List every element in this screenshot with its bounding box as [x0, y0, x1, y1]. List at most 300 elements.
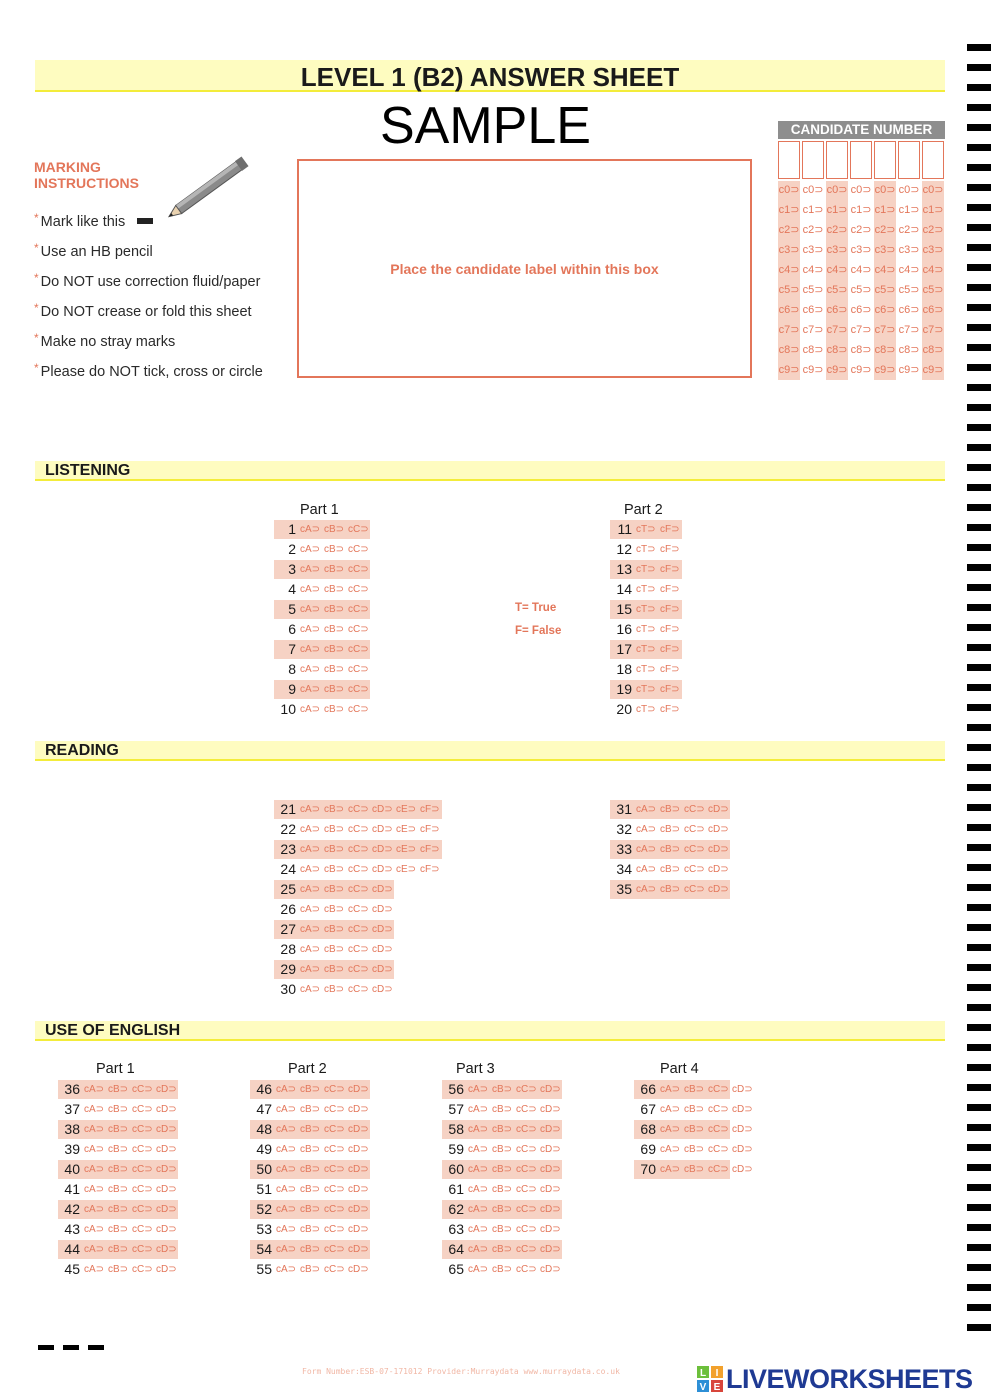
answer-bubble[interactable]: cB⊃ [324, 964, 345, 975]
candidate-digit-bubble[interactable]: c4⊃ [802, 264, 824, 276]
answer-bubble[interactable]: cB⊃ [492, 1224, 513, 1235]
answer-bubble[interactable]: cT⊃ [636, 684, 656, 695]
candidate-digit-bubble[interactable]: c1⊃ [898, 204, 920, 216]
answer-bubble[interactable]: cA⊃ [300, 864, 321, 875]
answer-bubble[interactable]: cD⊃ [732, 1164, 753, 1175]
answer-bubble[interactable]: cC⊃ [324, 1264, 345, 1275]
answer-bubble[interactable]: cC⊃ [348, 924, 369, 935]
answer-bubble[interactable]: cC⊃ [684, 864, 705, 875]
answer-bubble[interactable]: cC⊃ [516, 1204, 537, 1215]
answer-bubble[interactable]: cA⊃ [660, 1164, 681, 1175]
answer-bubble[interactable]: cB⊃ [108, 1164, 129, 1175]
answer-bubble[interactable]: cF⊃ [660, 684, 680, 695]
answer-bubble[interactable]: cF⊃ [660, 624, 680, 635]
answer-bubble[interactable]: cC⊃ [324, 1164, 345, 1175]
answer-bubble[interactable]: cC⊃ [348, 864, 369, 875]
answer-bubble[interactable]: cF⊃ [660, 584, 680, 595]
answer-bubble[interactable]: cB⊃ [492, 1244, 513, 1255]
candidate-digit-bubble[interactable]: c1⊃ [874, 204, 896, 216]
answer-bubble[interactable]: cA⊃ [84, 1204, 105, 1215]
answer-bubble[interactable]: cB⊃ [300, 1104, 321, 1115]
answer-bubble[interactable]: cA⊃ [300, 884, 321, 895]
answer-bubble[interactable]: cD⊃ [156, 1164, 177, 1175]
candidate-digit-bubble[interactable]: c1⊃ [778, 204, 800, 216]
answer-bubble[interactable]: cD⊃ [348, 1244, 369, 1255]
answer-bubble[interactable]: cD⊃ [540, 1244, 561, 1255]
answer-bubble[interactable]: cA⊃ [276, 1104, 297, 1115]
candidate-digit-bubble[interactable]: c2⊃ [850, 224, 872, 236]
answer-bubble[interactable]: cF⊃ [420, 804, 440, 815]
answer-bubble[interactable]: cD⊃ [540, 1084, 561, 1095]
answer-bubble[interactable]: cB⊃ [300, 1264, 321, 1275]
candidate-digit-bubble[interactable]: c5⊃ [826, 284, 848, 296]
answer-bubble[interactable]: cB⊃ [324, 624, 345, 635]
candidate-digit-bubble[interactable]: c0⊃ [850, 184, 872, 196]
answer-bubble[interactable]: cB⊃ [324, 924, 345, 935]
answer-bubble[interactable]: cA⊃ [300, 664, 321, 675]
answer-bubble[interactable]: cC⊃ [132, 1164, 153, 1175]
answer-bubble[interactable]: cD⊃ [372, 804, 393, 815]
answer-bubble[interactable]: cD⊃ [372, 844, 393, 855]
candidate-digit-bubble[interactable]: c5⊃ [922, 284, 944, 296]
answer-bubble[interactable]: cA⊃ [660, 1104, 681, 1115]
candidate-digit-bubble[interactable]: c3⊃ [874, 244, 896, 256]
answer-bubble[interactable]: cD⊃ [732, 1124, 753, 1135]
answer-bubble[interactable]: cD⊃ [732, 1144, 753, 1155]
answer-bubble[interactable]: cC⊃ [516, 1264, 537, 1275]
answer-bubble[interactable]: cC⊃ [516, 1244, 537, 1255]
answer-bubble[interactable]: cE⊃ [396, 864, 417, 875]
answer-bubble[interactable]: cD⊃ [348, 1184, 369, 1195]
answer-bubble[interactable]: cC⊃ [516, 1104, 537, 1115]
answer-bubble[interactable]: cB⊃ [108, 1184, 129, 1195]
candidate-digit-bubble[interactable]: c1⊃ [826, 204, 848, 216]
candidate-digit-bubble[interactable]: c4⊃ [850, 264, 872, 276]
answer-bubble[interactable]: cB⊃ [300, 1084, 321, 1095]
answer-bubble[interactable]: cC⊃ [348, 684, 369, 695]
answer-bubble[interactable]: cC⊃ [324, 1184, 345, 1195]
candidate-digit-bubble[interactable]: c3⊃ [898, 244, 920, 256]
candidate-digit-bubble[interactable]: c5⊃ [802, 284, 824, 296]
answer-bubble[interactable]: cA⊃ [84, 1084, 105, 1095]
answer-bubble[interactable]: cC⊃ [132, 1224, 153, 1235]
answer-bubble[interactable]: cD⊃ [372, 984, 393, 995]
answer-bubble[interactable]: cC⊃ [132, 1184, 153, 1195]
answer-bubble[interactable]: cD⊃ [540, 1144, 561, 1155]
answer-bubble[interactable]: cF⊃ [420, 844, 440, 855]
answer-bubble[interactable]: cC⊃ [684, 844, 705, 855]
answer-bubble[interactable]: cC⊃ [324, 1124, 345, 1135]
answer-bubble[interactable]: cB⊃ [300, 1144, 321, 1155]
answer-bubble[interactable]: cA⊃ [84, 1264, 105, 1275]
answer-bubble[interactable]: cD⊃ [156, 1144, 177, 1155]
answer-bubble[interactable]: cB⊃ [300, 1244, 321, 1255]
answer-bubble[interactable]: cA⊃ [468, 1124, 489, 1135]
candidate-digit-bubble[interactable]: c2⊃ [922, 224, 944, 236]
answer-bubble[interactable]: cA⊃ [300, 644, 321, 655]
candidate-digit-bubble[interactable]: c7⊃ [898, 324, 920, 336]
candidate-digit-bubble[interactable]: c2⊃ [802, 224, 824, 236]
candidate-digit-bubble[interactable]: c1⊃ [802, 204, 824, 216]
answer-bubble[interactable]: cA⊃ [468, 1144, 489, 1155]
answer-bubble[interactable]: cA⊃ [468, 1264, 489, 1275]
answer-bubble[interactable]: cC⊃ [348, 664, 369, 675]
candidate-digit-bubble[interactable]: c7⊃ [802, 324, 824, 336]
candidate-digit-bubble[interactable]: c9⊃ [802, 364, 824, 376]
answer-bubble[interactable]: cA⊃ [636, 844, 657, 855]
answer-bubble[interactable]: cA⊃ [84, 1144, 105, 1155]
answer-bubble[interactable]: cD⊃ [708, 804, 729, 815]
answer-bubble[interactable]: cB⊃ [324, 944, 345, 955]
answer-bubble[interactable]: cA⊃ [300, 524, 321, 535]
answer-bubble[interactable]: cB⊃ [324, 564, 345, 575]
answer-bubble[interactable]: cC⊃ [132, 1084, 153, 1095]
answer-bubble[interactable]: cT⊃ [636, 624, 656, 635]
candidate-digit-bubble[interactable]: c3⊃ [826, 244, 848, 256]
answer-bubble[interactable]: cB⊃ [324, 644, 345, 655]
candidate-digit-bubble[interactable]: c8⊃ [850, 344, 872, 356]
answer-bubble[interactable]: cC⊃ [348, 904, 369, 915]
answer-bubble[interactable]: cF⊃ [660, 704, 680, 715]
candidate-digit-bubble[interactable]: c6⊃ [778, 304, 800, 316]
answer-bubble[interactable]: cB⊃ [108, 1264, 129, 1275]
candidate-digit-bubble[interactable]: c4⊃ [778, 264, 800, 276]
answer-bubble[interactable]: cC⊃ [348, 544, 369, 555]
answer-bubble[interactable]: cB⊃ [324, 804, 345, 815]
answer-bubble[interactable]: cB⊃ [684, 1144, 705, 1155]
candidate-digit-bubble[interactable]: c3⊃ [802, 244, 824, 256]
answer-bubble[interactable]: cD⊃ [156, 1104, 177, 1115]
candidate-digit-box[interactable] [850, 141, 872, 179]
candidate-digit-bubble[interactable]: c2⊃ [874, 224, 896, 236]
candidate-digit-bubble[interactable]: c4⊃ [898, 264, 920, 276]
answer-bubble[interactable]: cC⊃ [516, 1184, 537, 1195]
answer-bubble[interactable]: cA⊃ [300, 964, 321, 975]
answer-bubble[interactable]: cB⊃ [108, 1144, 129, 1155]
answer-bubble[interactable]: cA⊃ [300, 844, 321, 855]
answer-bubble[interactable]: cC⊃ [516, 1224, 537, 1235]
candidate-digit-bubble[interactable]: c8⊃ [802, 344, 824, 356]
answer-bubble[interactable]: cC⊃ [684, 804, 705, 815]
candidate-digit-bubble[interactable]: c2⊃ [898, 224, 920, 236]
answer-bubble[interactable]: cD⊃ [348, 1224, 369, 1235]
candidate-digit-box[interactable] [874, 141, 896, 179]
answer-bubble[interactable]: cC⊃ [132, 1264, 153, 1275]
candidate-digit-bubble[interactable]: c9⊃ [922, 364, 944, 376]
answer-bubble[interactable]: cT⊃ [636, 564, 656, 575]
answer-bubble[interactable]: cB⊃ [324, 864, 345, 875]
candidate-digit-bubble[interactable]: c6⊃ [826, 304, 848, 316]
candidate-digit-bubble[interactable]: c6⊃ [874, 304, 896, 316]
answer-bubble[interactable]: cC⊃ [708, 1084, 729, 1095]
candidate-digit-bubble[interactable]: c7⊃ [922, 324, 944, 336]
answer-bubble[interactable]: cC⊃ [324, 1144, 345, 1155]
answer-bubble[interactable]: cA⊃ [300, 704, 321, 715]
candidate-digit-bubble[interactable]: c6⊃ [802, 304, 824, 316]
candidate-digit-bubble[interactable]: c0⊃ [802, 184, 824, 196]
answer-bubble[interactable]: cC⊃ [708, 1124, 729, 1135]
answer-bubble[interactable]: cB⊃ [300, 1204, 321, 1215]
answer-bubble[interactable]: cA⊃ [84, 1224, 105, 1235]
answer-bubble[interactable]: cE⊃ [396, 824, 417, 835]
candidate-digit-bubble[interactable]: c9⊃ [850, 364, 872, 376]
answer-bubble[interactable]: cD⊃ [540, 1264, 561, 1275]
answer-bubble[interactable]: cC⊃ [348, 584, 369, 595]
candidate-digit-bubble[interactable]: c6⊃ [850, 304, 872, 316]
answer-bubble[interactable]: cD⊃ [348, 1144, 369, 1155]
answer-bubble[interactable]: cD⊃ [708, 884, 729, 895]
answer-bubble[interactable]: cA⊃ [300, 564, 321, 575]
answer-bubble[interactable]: cT⊃ [636, 524, 656, 535]
answer-bubble[interactable]: cB⊃ [108, 1084, 129, 1095]
answer-bubble[interactable]: cA⊃ [660, 1124, 681, 1135]
answer-bubble[interactable]: cE⊃ [396, 844, 417, 855]
answer-bubble[interactable]: cC⊃ [348, 964, 369, 975]
answer-bubble[interactable]: cA⊃ [84, 1124, 105, 1135]
answer-bubble[interactable]: cB⊃ [324, 984, 345, 995]
answer-bubble[interactable]: cB⊃ [492, 1164, 513, 1175]
answer-bubble[interactable]: cA⊃ [300, 624, 321, 635]
answer-bubble[interactable]: cC⊃ [132, 1104, 153, 1115]
answer-bubble[interactable]: cD⊃ [372, 864, 393, 875]
candidate-digit-bubble[interactable]: c0⊃ [874, 184, 896, 196]
answer-bubble[interactable]: cA⊃ [468, 1084, 489, 1095]
answer-bubble[interactable]: cE⊃ [396, 804, 417, 815]
answer-bubble[interactable]: cB⊃ [492, 1084, 513, 1095]
answer-bubble[interactable]: cA⊃ [300, 604, 321, 615]
answer-bubble[interactable]: cA⊃ [300, 924, 321, 935]
answer-bubble[interactable]: cC⊃ [348, 944, 369, 955]
answer-bubble[interactable]: cF⊃ [660, 564, 680, 575]
answer-bubble[interactable]: cA⊃ [636, 884, 657, 895]
candidate-digit-bubble[interactable]: c0⊃ [922, 184, 944, 196]
answer-bubble[interactable]: cA⊃ [300, 584, 321, 595]
answer-bubble[interactable]: cB⊃ [300, 1124, 321, 1135]
answer-bubble[interactable]: cB⊃ [324, 884, 345, 895]
answer-bubble[interactable]: cC⊃ [348, 844, 369, 855]
answer-bubble[interactable]: cD⊃ [372, 924, 393, 935]
answer-bubble[interactable]: cB⊃ [324, 904, 345, 915]
answer-bubble[interactable]: cB⊃ [108, 1244, 129, 1255]
answer-bubble[interactable]: cA⊃ [300, 684, 321, 695]
answer-bubble[interactable]: cF⊃ [660, 644, 680, 655]
answer-bubble[interactable]: cD⊃ [540, 1184, 561, 1195]
answer-bubble[interactable]: cA⊃ [276, 1144, 297, 1155]
answer-bubble[interactable]: cD⊃ [156, 1184, 177, 1195]
candidate-digit-bubble[interactable]: c8⊃ [826, 344, 848, 356]
answer-bubble[interactable]: cD⊃ [372, 824, 393, 835]
answer-bubble[interactable]: cD⊃ [732, 1084, 753, 1095]
answer-bubble[interactable]: cD⊃ [540, 1204, 561, 1215]
answer-bubble[interactable]: cT⊃ [636, 584, 656, 595]
candidate-digit-bubble[interactable]: c1⊃ [922, 204, 944, 216]
answer-bubble[interactable]: cD⊃ [156, 1204, 177, 1215]
answer-bubble[interactable]: cC⊃ [348, 824, 369, 835]
answer-bubble[interactable]: cC⊃ [348, 984, 369, 995]
candidate-digit-bubble[interactable]: c2⊃ [778, 224, 800, 236]
answer-bubble[interactable]: cB⊃ [324, 684, 345, 695]
answer-bubble[interactable]: cB⊃ [108, 1224, 129, 1235]
candidate-digit-bubble[interactable]: c9⊃ [874, 364, 896, 376]
answer-bubble[interactable]: cB⊃ [492, 1264, 513, 1275]
candidate-digit-bubble[interactable]: c8⊃ [778, 344, 800, 356]
answer-bubble[interactable]: cC⊃ [324, 1204, 345, 1215]
answer-bubble[interactable]: cB⊃ [492, 1204, 513, 1215]
answer-bubble[interactable]: cD⊃ [708, 844, 729, 855]
candidate-digit-bubble[interactable]: c3⊃ [778, 244, 800, 256]
answer-bubble[interactable]: cT⊃ [636, 664, 656, 675]
candidate-digit-bubble[interactable]: c5⊃ [850, 284, 872, 296]
answer-bubble[interactable]: cC⊃ [348, 524, 369, 535]
answer-bubble[interactable]: cF⊃ [660, 524, 680, 535]
answer-bubble[interactable]: cA⊃ [468, 1164, 489, 1175]
answer-bubble[interactable]: cA⊃ [468, 1244, 489, 1255]
answer-bubble[interactable]: cB⊃ [660, 844, 681, 855]
answer-bubble[interactable]: cA⊃ [276, 1124, 297, 1135]
answer-bubble[interactable]: cC⊃ [684, 884, 705, 895]
answer-bubble[interactable]: cB⊃ [324, 664, 345, 675]
answer-bubble[interactable]: cC⊃ [132, 1244, 153, 1255]
answer-bubble[interactable]: cD⊃ [540, 1224, 561, 1235]
answer-bubble[interactable]: cB⊃ [324, 544, 345, 555]
candidate-digit-bubble[interactable]: c7⊃ [850, 324, 872, 336]
answer-bubble[interactable]: cC⊃ [324, 1084, 345, 1095]
candidate-digit-bubble[interactable]: c4⊃ [922, 264, 944, 276]
answer-bubble[interactable]: cA⊃ [300, 804, 321, 815]
candidate-digit-bubble[interactable]: c8⊃ [898, 344, 920, 356]
answer-bubble[interactable]: cD⊃ [348, 1164, 369, 1175]
candidate-digit-bubble[interactable]: c2⊃ [826, 224, 848, 236]
answer-bubble[interactable]: cD⊃ [156, 1124, 177, 1135]
candidate-digit-bubble[interactable]: c4⊃ [826, 264, 848, 276]
answer-bubble[interactable]: cA⊃ [660, 1084, 681, 1095]
answer-bubble[interactable]: cA⊃ [84, 1104, 105, 1115]
answer-bubble[interactable]: cA⊃ [84, 1164, 105, 1175]
answer-bubble[interactable]: cC⊃ [132, 1204, 153, 1215]
answer-bubble[interactable]: cC⊃ [708, 1104, 729, 1115]
answer-bubble[interactable]: cD⊃ [348, 1084, 369, 1095]
answer-bubble[interactable]: cC⊃ [324, 1224, 345, 1235]
answer-bubble[interactable]: cD⊃ [372, 904, 393, 915]
answer-bubble[interactable]: cC⊃ [516, 1164, 537, 1175]
answer-bubble[interactable]: cC⊃ [324, 1244, 345, 1255]
candidate-digit-bubble[interactable]: c0⊃ [898, 184, 920, 196]
answer-bubble[interactable]: cB⊃ [324, 584, 345, 595]
answer-bubble[interactable]: cB⊃ [684, 1084, 705, 1095]
answer-bubble[interactable]: cF⊃ [660, 544, 680, 555]
candidate-digit-bubble[interactable]: c9⊃ [898, 364, 920, 376]
answer-bubble[interactable]: cD⊃ [348, 1264, 369, 1275]
answer-bubble[interactable]: cA⊃ [468, 1104, 489, 1115]
answer-bubble[interactable]: cD⊃ [348, 1204, 369, 1215]
answer-bubble[interactable]: cD⊃ [156, 1264, 177, 1275]
candidate-digit-box[interactable] [778, 141, 800, 179]
answer-bubble[interactable]: cC⊃ [516, 1084, 537, 1095]
answer-bubble[interactable]: cD⊃ [540, 1164, 561, 1175]
candidate-digit-bubble[interactable]: c8⊃ [874, 344, 896, 356]
answer-bubble[interactable]: cA⊃ [276, 1264, 297, 1275]
answer-bubble[interactable]: cB⊃ [660, 884, 681, 895]
answer-bubble[interactable]: cD⊃ [540, 1124, 561, 1135]
answer-bubble[interactable]: cB⊃ [108, 1124, 129, 1135]
answer-bubble[interactable]: cC⊃ [708, 1144, 729, 1155]
answer-bubble[interactable]: cB⊃ [684, 1104, 705, 1115]
answer-bubble[interactable]: cA⊃ [468, 1224, 489, 1235]
answer-bubble[interactable]: cD⊃ [708, 824, 729, 835]
answer-bubble[interactable]: cC⊃ [516, 1144, 537, 1155]
answer-bubble[interactable]: cB⊃ [324, 824, 345, 835]
answer-bubble[interactable]: cB⊃ [492, 1144, 513, 1155]
candidate-digit-bubble[interactable]: c6⊃ [922, 304, 944, 316]
answer-bubble[interactable]: cC⊃ [132, 1124, 153, 1135]
candidate-digit-box[interactable] [826, 141, 848, 179]
candidate-digit-bubble[interactable]: c4⊃ [874, 264, 896, 276]
answer-bubble[interactable]: cA⊃ [300, 824, 321, 835]
candidate-digit-bubble[interactable]: c9⊃ [826, 364, 848, 376]
answer-bubble[interactable]: cA⊃ [636, 864, 657, 875]
answer-bubble[interactable]: cB⊃ [300, 1224, 321, 1235]
answer-bubble[interactable]: cD⊃ [156, 1244, 177, 1255]
answer-bubble[interactable]: cB⊃ [660, 824, 681, 835]
answer-bubble[interactable]: cB⊃ [660, 864, 681, 875]
answer-bubble[interactable]: cD⊃ [156, 1224, 177, 1235]
answer-bubble[interactable]: cA⊃ [84, 1184, 105, 1195]
candidate-digit-bubble[interactable]: c0⊃ [778, 184, 800, 196]
candidate-digit-bubble[interactable]: c3⊃ [850, 244, 872, 256]
answer-bubble[interactable]: cA⊃ [300, 944, 321, 955]
answer-bubble[interactable]: cC⊃ [348, 564, 369, 575]
answer-bubble[interactable]: cC⊃ [348, 704, 369, 715]
answer-bubble[interactable]: cC⊃ [348, 624, 369, 635]
answer-bubble[interactable]: cC⊃ [348, 604, 369, 615]
answer-bubble[interactable]: cC⊃ [516, 1124, 537, 1135]
answer-bubble[interactable]: cA⊃ [636, 804, 657, 815]
answer-bubble[interactable]: cC⊃ [324, 1104, 345, 1115]
answer-bubble[interactable]: cF⊃ [660, 604, 680, 615]
answer-bubble[interactable]: cD⊃ [156, 1084, 177, 1095]
candidate-digit-box[interactable] [922, 141, 944, 179]
answer-bubble[interactable]: cA⊃ [468, 1204, 489, 1215]
answer-bubble[interactable]: cC⊃ [684, 824, 705, 835]
answer-bubble[interactable]: cB⊃ [108, 1204, 129, 1215]
answer-bubble[interactable]: cF⊃ [420, 824, 440, 835]
answer-bubble[interactable]: cC⊃ [348, 644, 369, 655]
candidate-digit-box[interactable] [898, 141, 920, 179]
answer-bubble[interactable]: cB⊃ [300, 1164, 321, 1175]
answer-bubble[interactable]: cB⊃ [492, 1184, 513, 1195]
answer-bubble[interactable]: cB⊃ [324, 844, 345, 855]
answer-bubble[interactable]: cA⊃ [468, 1184, 489, 1195]
candidate-digit-bubble[interactable]: c8⊃ [922, 344, 944, 356]
candidate-digit-bubble[interactable]: c5⊃ [874, 284, 896, 296]
answer-bubble[interactable]: cC⊃ [708, 1164, 729, 1175]
answer-bubble[interactable]: cA⊃ [276, 1244, 297, 1255]
candidate-digit-bubble[interactable]: c3⊃ [922, 244, 944, 256]
answer-bubble[interactable]: cD⊃ [732, 1104, 753, 1115]
candidate-digit-bubble[interactable]: c1⊃ [850, 204, 872, 216]
candidate-digit-bubble[interactable]: c0⊃ [826, 184, 848, 196]
answer-bubble[interactable]: cT⊃ [636, 604, 656, 615]
candidate-digit-bubble[interactable]: c9⊃ [778, 364, 800, 376]
answer-bubble[interactable]: cA⊃ [636, 824, 657, 835]
answer-bubble[interactable]: cT⊃ [636, 544, 656, 555]
answer-bubble[interactable]: cA⊃ [276, 1164, 297, 1175]
answer-bubble[interactable]: cD⊃ [372, 884, 393, 895]
candidate-digit-bubble[interactable]: c7⊃ [874, 324, 896, 336]
answer-bubble[interactable]: cB⊃ [492, 1124, 513, 1135]
answer-bubble[interactable]: cC⊃ [348, 884, 369, 895]
answer-bubble[interactable]: cB⊃ [660, 804, 681, 815]
